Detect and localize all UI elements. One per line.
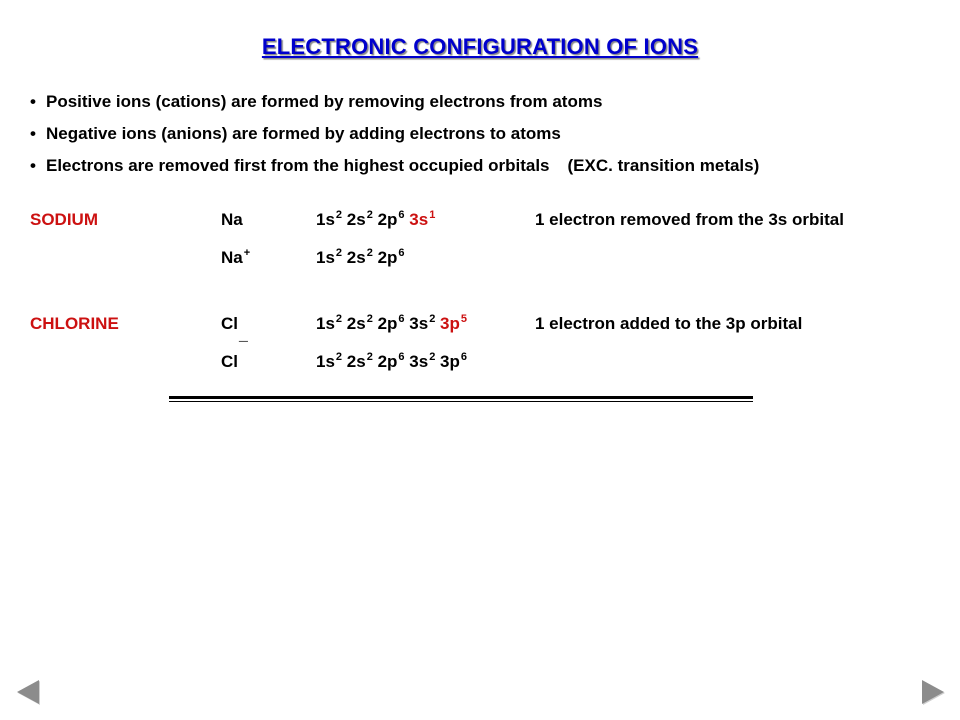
chlorine-atom-config: $1s^2$ $2s^2$ $2p^6$ $3s^2$ $3p^5$ [316, 313, 468, 333]
chlorine-highlight-orbital: $3p^5$ [440, 313, 468, 333]
triangle-left-icon[interactable] [17, 680, 39, 704]
sodium-ion-charge: + [243, 247, 251, 259]
sodium-label: SODIUM [30, 210, 98, 229]
bullet-item [30, 122, 950, 154]
chlorine-ion-symbol: Cl ¯ [221, 350, 238, 374]
bullet-text: Negative ions (anions) are formed by adding electrons to atoms [46, 124, 561, 143]
bullet-marker: • [30, 156, 36, 175]
sodium-ion-config: $1s^2$ $2s^2$ $2p^6$ [316, 247, 405, 267]
bullet-exception: (EXC. transition metals) [567, 156, 760, 175]
chlorine-atom-symbol: Cl [221, 314, 238, 333]
divider-line-thin [169, 401, 753, 402]
bullet-marker: • [30, 124, 36, 143]
sodium-ion-symbol: Na+ [221, 247, 251, 267]
bullet-marker: • [30, 92, 36, 111]
page-title: ELECTRONIC CONFIGURATION OF IONS [261, 34, 699, 59]
sodium-atom-symbol: Na [221, 210, 243, 229]
chlorine-label: CHLORINE [30, 314, 119, 333]
bullet-text: Positive ions (cations) are formed by removing electrons from atoms [46, 92, 603, 111]
bullet-item [30, 90, 950, 122]
divider-line-thick [169, 396, 753, 399]
triangle-right-icon[interactable] [922, 680, 944, 704]
chlorine-ion-charge: ¯ [239, 340, 248, 357]
bullet-text: Electrons are removed first from the highest occupied orbitals [46, 156, 550, 175]
chlorine-note: 1 electron added to the 3p orbital [535, 314, 803, 333]
sodium-atom-config: $1s^2$ $2s^2$ $2p^6$ $3s^1$ [316, 209, 436, 229]
bullet-item [30, 154, 950, 186]
bullet-list [30, 90, 950, 186]
sodium-highlight-orbital: $3s^1$ [409, 209, 436, 229]
chlorine-ion-config: $1s^2$ $2s^2$ $2p^6$ $3s^2$ $3p^6$ [316, 351, 468, 371]
sodium-note: 1 electron removed from the 3s orbital [535, 210, 844, 229]
